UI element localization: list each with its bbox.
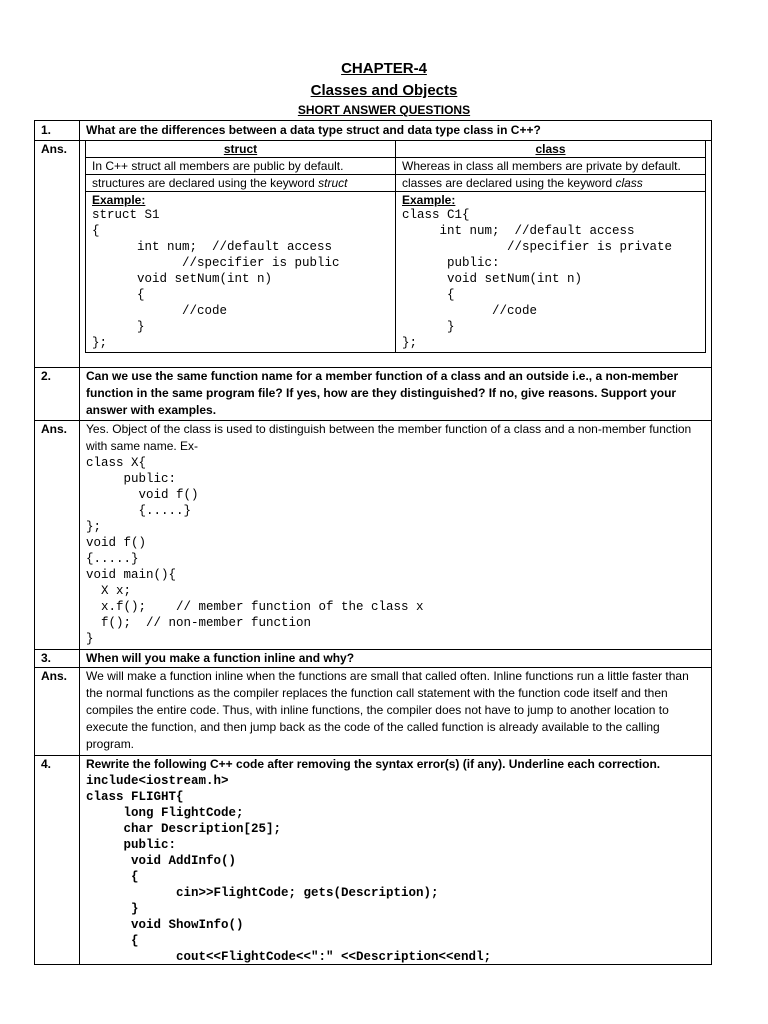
answer-text: Yes. Object of the class is used to distinguish between the member function of a class and a non-member function with same name. Ex- [86, 422, 692, 453]
question-row-3 [35, 649, 711, 668]
question-text: What are the differences between a data type struct and data type class in C++? [86, 123, 541, 137]
class-column-header: class [396, 141, 706, 158]
section-heading: SHORT ANSWER QUESTIONS [297, 103, 471, 117]
struct-example-code: struct S1 { int num; //default access //specifier is public void setNum(int n) { //code } }; [92, 208, 340, 350]
answer-row-3 [35, 667, 711, 756]
struct-column-header: struct [86, 141, 396, 158]
answer-text: We will make a function inline when the functions are small that called often. Inline functions run a little faster than the normal functions as the compiler replaces the function call statement with the function code itself and then compiles the entire code. Thus, with inline functions, the compiler does not have to jump to another location to execute the function, and then jump back as the code of the called function is already available to the calling program. [86, 669, 689, 751]
struct-example-label: Example: [92, 193, 146, 207]
answer-label: Ans. [35, 140, 80, 367]
answer-code: class X{ public: void f() {.....} }; void f() {.....} void main(){ X x; x.f(); // member function of the class x f(); // non-member function } [86, 456, 424, 646]
answer-content [86, 421, 707, 647]
question-content [86, 756, 707, 965]
struct-example-cell [86, 192, 396, 353]
question-text: Rewrite the following C++ code after removing the syntax error(s) (if any). Underline each correction. [86, 757, 661, 771]
struct-keyword-cell [86, 175, 396, 192]
chapter-title: Classes and Objects [310, 82, 458, 99]
struct-keyword: struct [318, 176, 348, 190]
answer-label: Ans. [35, 667, 80, 755]
answer-row-1 [35, 140, 711, 368]
struct-keyword-text: structures are declared using the keyword [92, 176, 319, 190]
question-row-2 [35, 367, 711, 421]
answer-label: Ans. [35, 420, 80, 649]
class-keyword: class [615, 176, 643, 190]
question-number: 1. [35, 121, 80, 140]
question-number: 4. [35, 755, 80, 964]
qa-table [34, 120, 712, 965]
chapter-heading: CHAPTER-4 [341, 60, 427, 77]
class-default-access: Whereas in class all members are private by default. [396, 158, 706, 175]
question-number: 3. [35, 649, 80, 667]
class-example-cell [396, 192, 706, 353]
question-row-4 [35, 755, 711, 964]
struct-class-comparison-table [85, 140, 706, 353]
class-example-code: class C1{ int num; //default access //specifier is private public: void setNum(int n) { //code } }; [402, 208, 673, 350]
question-number: 2. [35, 367, 80, 420]
question-text: Can we use the same function name for a member function of a class and an outside i.e., a non-member function in the same program file? If yes, how are they distinguished? If no, give reasons. Support your answer with examples. [86, 369, 679, 417]
answer-row-2 [35, 420, 711, 650]
class-keyword-cell [396, 175, 706, 192]
question-text: When will you make a function inline and why? [86, 651, 355, 665]
class-example-label: Example: [402, 193, 456, 207]
struct-default-access: In C++ struct all members are public by default. [86, 158, 396, 175]
question-row-1 [35, 121, 711, 141]
class-keyword-text: classes are declared using the keyword [402, 176, 616, 190]
question-code: include<iostream.h> class FLIGHT{ long FlightCode; char Description[25]; public: void AddInfo() { cin>>FlightCode; gets(Description); } void ShowInfo() { cout<<FlightCode<<":" <<Description<<endl; [86, 774, 492, 964]
